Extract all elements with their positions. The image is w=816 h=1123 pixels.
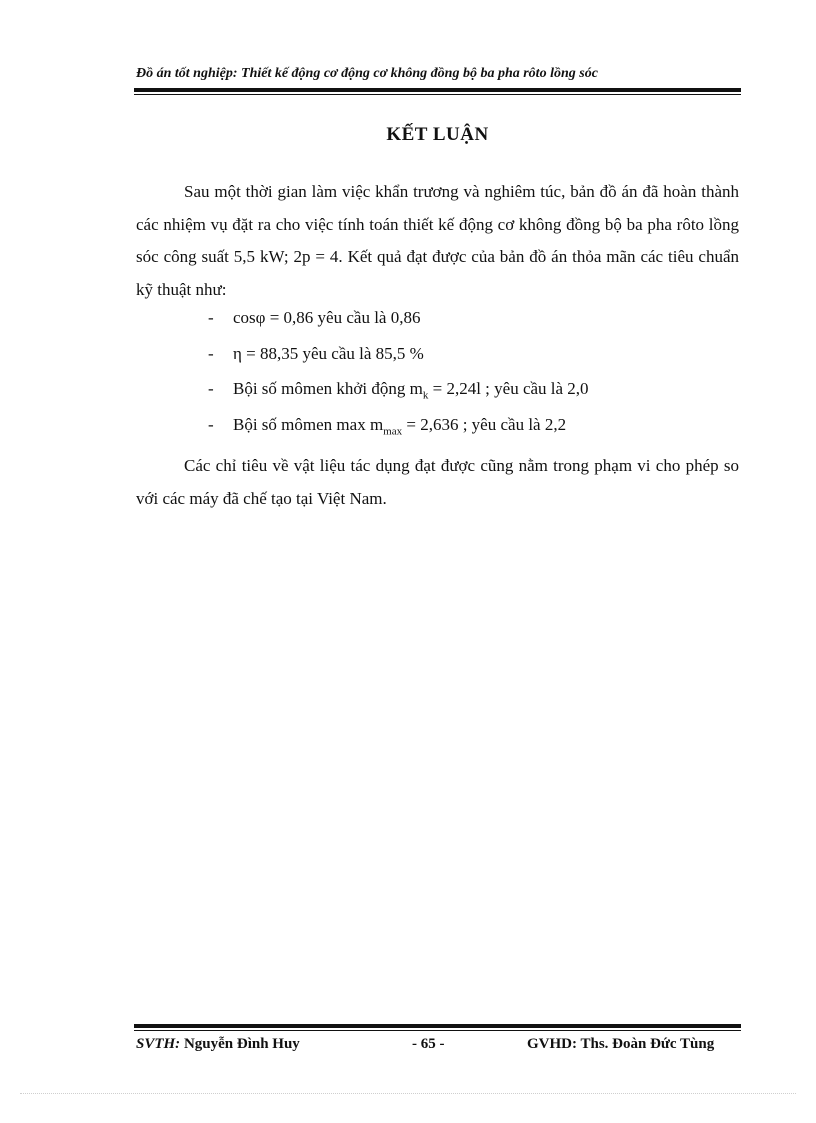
efficiency-result: η = 88,35 yêu cầu là 85,5 % — [233, 343, 424, 363]
footer-rule-thin — [134, 1030, 741, 1031]
starting-torque-suffix: = 2,24l ; yêu cầu là 2,0 — [428, 379, 589, 398]
bottom-dotted-rule — [20, 1093, 796, 1094]
list-item — [208, 342, 589, 378]
bullet-dash: - — [208, 379, 214, 398]
starting-torque-subscript: k — [422, 389, 429, 402]
footer-supervisor: GVHD: Ths. Đoàn Đức Tùng — [527, 1036, 715, 1052]
list-item — [208, 377, 589, 413]
footer-rule-thick — [134, 1024, 741, 1028]
running-header: Đồ án tốt nghiệp: Thiết kế động cơ động cơ không đồng bộ ba pha rôto lồng sóc — [136, 66, 598, 81]
bullet-dash: - — [208, 414, 214, 434]
starting-torque-prefix: Bội số mômen khởi động m — [233, 379, 423, 398]
max-torque-prefix: Bội số mômen max m — [233, 414, 384, 434]
svth-label: SVTH: — [136, 1036, 181, 1052]
list-item — [208, 306, 589, 342]
results-list — [208, 306, 589, 448]
max-torque-suffix: = 2,636 ; yêu cầu là 2,2 — [402, 414, 567, 434]
bullet-dash: - — [208, 343, 214, 363]
header-rule-thick — [134, 88, 741, 92]
footer-student — [136, 1036, 300, 1053]
cos-phi-result: cosφ = 0,86 yêu cầu là 0,86 — [233, 308, 421, 327]
max-torque-subscript: max — [383, 424, 403, 437]
intro-paragraph: Sau một thời gian làm việc khẩn trương và nghiêm túc, bản đồ án đã hoàn thành các nhiệm vụ đặt ra cho việc tính toán thiết kế động cơ không đồng bộ ba pha rôto lồng sóc công suất 5,5 kW; 2p = 4. Kết quả đạt được của bản đồ án thỏa mãn các tiêu chuẩn kỹ thuật như: — [136, 182, 739, 299]
list-item — [208, 413, 589, 449]
conclusion-paragraph: Các chỉ tiêu về vật liệu tác dụng đạt được cũng nằm trong phạm vi cho phép so với các máy đã chế tạo tại Việt Nam. — [136, 456, 739, 508]
page-title: KẾT LUẬN — [386, 124, 489, 145]
svth-name: Nguyễn Đình Huy — [183, 1036, 300, 1052]
header-rule-thin — [134, 94, 741, 95]
page-number: - 65 - — [412, 1036, 445, 1052]
bullet-dash: - — [208, 308, 214, 327]
